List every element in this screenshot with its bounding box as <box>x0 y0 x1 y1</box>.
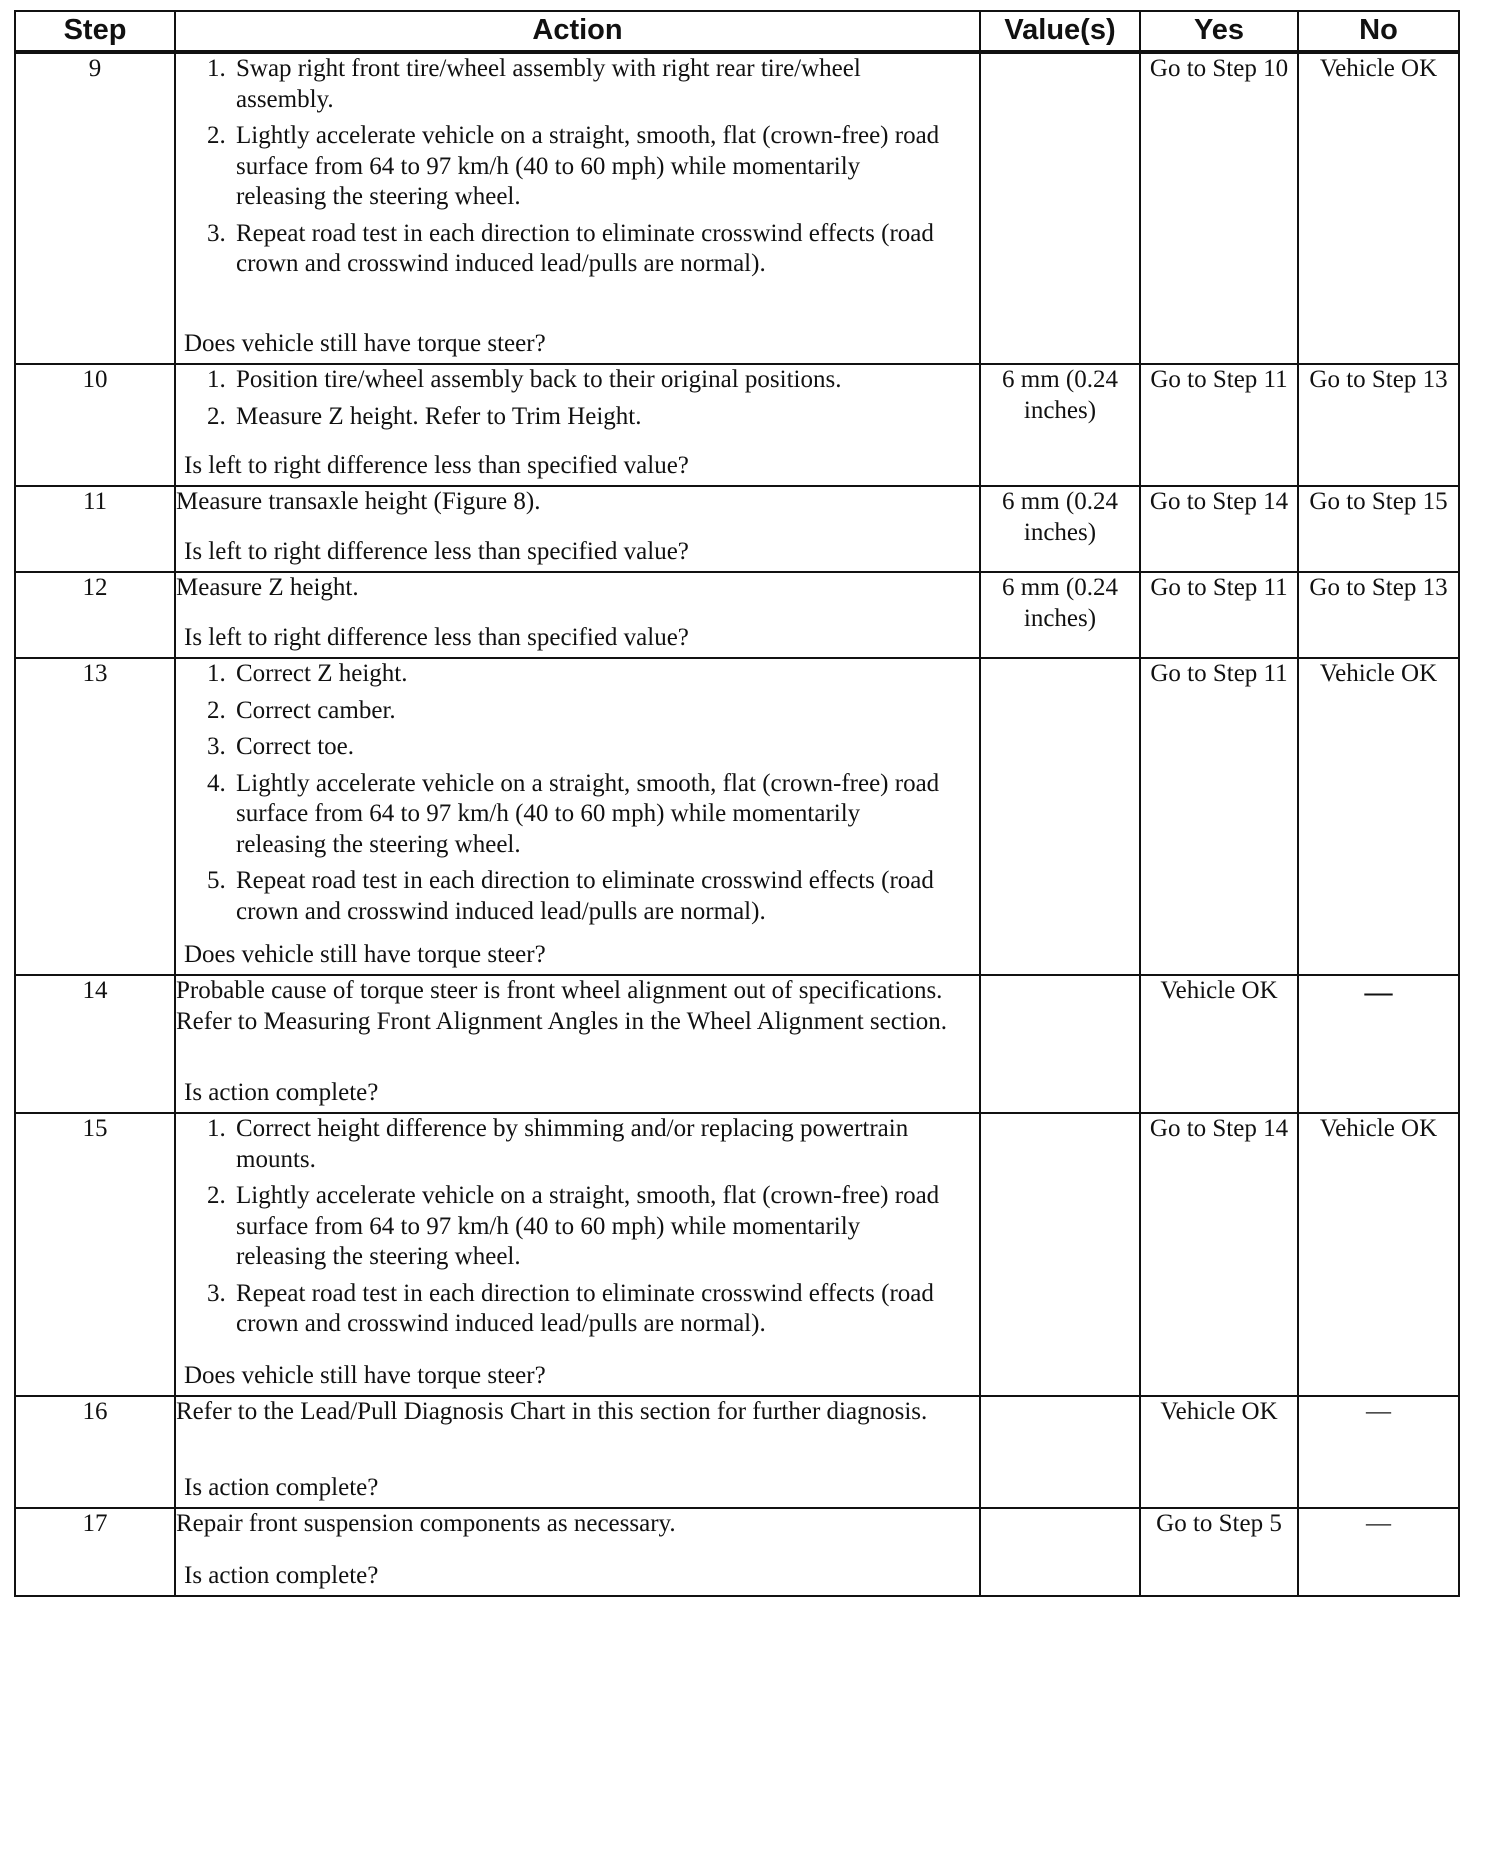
action-text: Probable cause of torque steer is front wheel alignment out of specifications. Refer to Measuring Front Alignment Angles in the Wheel Alignment section. <box>176 977 947 1035</box>
table-row <box>15 975 1459 1113</box>
header-action: Action <box>175 11 980 52</box>
value-cell <box>980 975 1140 1113</box>
diagnostic-table-sheet <box>14 10 1458 1597</box>
action-step: 1. Correct height difference by shimming and/or replacing powertrain mounts. <box>232 1114 979 1175</box>
step-number: 13 <box>15 658 175 975</box>
action-question: Is action complete? <box>184 1078 379 1106</box>
action-step: 3. Correct toe. <box>232 732 979 763</box>
action-step: 3. Repeat road test in each direction to eliminate crosswind effects (road crown and crosswind induced lead/pulls are normal). <box>232 219 979 280</box>
action-cell <box>175 572 980 658</box>
action-question: Is left to right difference less than specified value? <box>184 451 689 479</box>
action-cell <box>175 658 980 975</box>
action-cell <box>175 1396 980 1508</box>
yes-cell: Go to Step 11 <box>1140 572 1298 658</box>
yes-cell: Vehicle OK <box>1140 975 1298 1113</box>
step-number: 17 <box>15 1508 175 1596</box>
action-step: 3. Repeat road test in each direction to eliminate crosswind effects (road crown and crosswind induced lead/pulls are normal). <box>232 1279 979 1340</box>
action-cell <box>175 975 980 1113</box>
table-row <box>15 1396 1459 1508</box>
yes-cell: Vehicle OK <box>1140 1396 1298 1508</box>
table-row <box>15 1508 1459 1596</box>
action-question: Is action complete? <box>184 1561 379 1589</box>
table-row <box>15 486 1459 572</box>
no-cell: Vehicle OK <box>1298 658 1459 975</box>
value-cell: 6 mm (0.24 inches) <box>980 572 1140 658</box>
value-cell <box>980 1396 1140 1508</box>
diagnostic-table <box>14 10 1460 1597</box>
action-cell <box>175 1113 980 1396</box>
action-text: Repair front suspension components as necessary. <box>176 1510 676 1537</box>
yes-cell: Go to Step 5 <box>1140 1508 1298 1596</box>
value-cell <box>980 52 1140 364</box>
action-step: 1. Position tire/wheel assembly back to their original positions. <box>232 365 979 396</box>
action-step: 2. Correct camber. <box>232 696 979 727</box>
action-question: Is action complete? <box>184 1473 379 1501</box>
yes-cell: Go to Step 14 <box>1140 486 1298 572</box>
action-question: Is left to right difference less than specified value? <box>184 623 689 651</box>
header-no: No <box>1298 11 1459 52</box>
action-cell <box>175 52 980 364</box>
yes-cell: Go to Step 11 <box>1140 658 1298 975</box>
no-cell: — <box>1298 1508 1459 1596</box>
table-row <box>15 364 1459 486</box>
value-cell <box>980 1113 1140 1396</box>
action-steps <box>176 54 979 280</box>
no-cell: Go to Step 15 <box>1298 486 1459 572</box>
action-step: 5. Repeat road test in each direction to eliminate crosswind effects (road crown and crosswind induced lead/pulls are normal). <box>232 866 979 927</box>
value-cell <box>980 1508 1140 1596</box>
action-steps <box>176 1114 979 1340</box>
value-cell: 6 mm (0.24 inches) <box>980 364 1140 486</box>
table-row <box>15 658 1459 975</box>
header-values: Value(s) <box>980 11 1140 52</box>
no-cell: Go to Step 13 <box>1298 572 1459 658</box>
table-row <box>15 1113 1459 1396</box>
yes-cell: Go to Step 11 <box>1140 364 1298 486</box>
action-step: 1. Swap right front tire/wheel assembly with right rear tire/wheel assembly. <box>232 54 979 115</box>
action-step: 2. Lightly accelerate vehicle on a straight, smooth, flat (crown-free) road surface from 64 to 97 km/h (40 to 60 mph) while momentarily releasing the steering wheel. <box>232 121 979 213</box>
step-number: 11 <box>15 486 175 572</box>
value-cell: 6 mm (0.24 inches) <box>980 486 1140 572</box>
action-step: 2. Lightly accelerate vehicle on a straight, smooth, flat (crown-free) road surface from 64 to 97 km/h (40 to 60 mph) while momentarily releasing the steering wheel. <box>232 1181 979 1273</box>
action-cell <box>175 364 980 486</box>
yes-cell: Go to Step 14 <box>1140 1113 1298 1396</box>
table-row <box>15 52 1459 364</box>
yes-cell: Go to Step 10 <box>1140 52 1298 364</box>
table-row <box>15 572 1459 658</box>
action-text: Measure Z height. <box>176 574 359 601</box>
header-step: Step <box>15 11 175 52</box>
action-text: Measure transaxle height (Figure 8). <box>176 488 541 515</box>
action-question: Does vehicle still have torque steer? <box>184 1361 546 1389</box>
action-cell <box>175 1508 980 1596</box>
step-number: 14 <box>15 975 175 1113</box>
action-text: Refer to the Lead/Pull Diagnosis Chart in this section for further diagnosis. <box>176 1398 928 1425</box>
step-number: 9 <box>15 52 175 364</box>
table-header-row <box>15 11 1459 52</box>
no-cell: Vehicle OK <box>1298 52 1459 364</box>
action-steps <box>176 659 979 927</box>
action-question: Is left to right difference less than specified value? <box>184 537 689 565</box>
no-cell: Vehicle OK <box>1298 1113 1459 1396</box>
action-question: Does vehicle still have torque steer? <box>184 940 546 968</box>
action-step: 2. Measure Z height. Refer to Trim Height. <box>232 402 979 433</box>
action-question: Does vehicle still have torque steer? <box>184 329 546 357</box>
action-cell <box>175 486 980 572</box>
no-cell: Go to Step 13 <box>1298 364 1459 486</box>
step-number: 12 <box>15 572 175 658</box>
step-number: 15 <box>15 1113 175 1396</box>
value-cell <box>980 658 1140 975</box>
no-cell: — <box>1298 1396 1459 1508</box>
action-steps <box>176 365 979 432</box>
header-yes: Yes <box>1140 11 1298 52</box>
no-cell: — <box>1298 975 1459 1113</box>
step-number: 16 <box>15 1396 175 1508</box>
step-number: 10 <box>15 364 175 486</box>
action-step: 4. Lightly accelerate vehicle on a straight, smooth, flat (crown-free) road surface from 64 to 97 km/h (40 to 60 mph) while momentarily releasing the steering wheel. <box>232 769 979 861</box>
action-step: 1. Correct Z height. <box>232 659 979 690</box>
